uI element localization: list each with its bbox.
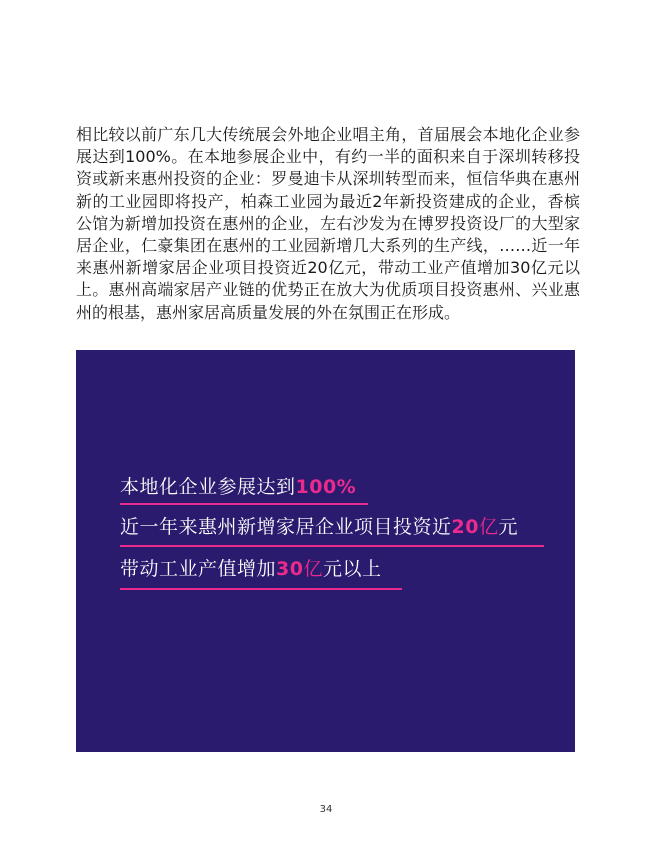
highlight-line-1-text: 本地化企业参展达到 (120, 476, 296, 498)
highlight-line-3-value: 30 (276, 558, 304, 580)
highlight-line-3-unit: 亿 (303, 558, 323, 580)
highlight-line-3-underline (120, 588, 402, 590)
highlight-line-2-text: 近一年来惠州新增家居企业项目投资近 (120, 516, 452, 538)
highlight-line-3 (120, 555, 382, 583)
highlight-line-2-suffix: 元 (498, 516, 518, 538)
highlight-panel (76, 350, 575, 752)
highlight-line-2 (120, 513, 518, 541)
highlight-line-2-value: 20 (451, 516, 479, 538)
highlight-line-1-value: 100% (295, 476, 357, 498)
body-paragraph: 相比较以前广东几大传统展会外地企业唱主角，首届展会本地化企业参展达到100%。在本地参展企业中，有约一半的面积来自于深圳转移投资或新来惠州投资的企业：罗曼迪卡从深圳转型而来，恒信华典在惠州新的工业园即将投产，柏森工业园为最近2年新投资建成的企业，香槟公馆为新增加投资在惠州的企业，左右沙发为在博罗投资设厂的大型家居企业，仁豪集团在惠州的工业园新增几大系列的生产线，……近一年来惠州新增家居企业项目投资近20亿元，带动工业产值增加30亿元以上。惠州高端家居产业链的优势正在放大为优质项目投资惠州、兴业惠州的根基，惠州家居高质量发展的外在氛围正在形成。 (76, 125, 580, 322)
highlight-line-2-unit: 亿 (478, 516, 499, 538)
highlight-line-1-underline (120, 503, 368, 505)
highlight-line-3-text: 带动工业产值增加 (120, 558, 277, 580)
highlight-line-3-suffix: 元以上 (322, 558, 382, 580)
page-number: 34 (319, 804, 333, 815)
highlight-line-1 (120, 473, 356, 501)
highlight-line-2-underline (120, 545, 544, 547)
